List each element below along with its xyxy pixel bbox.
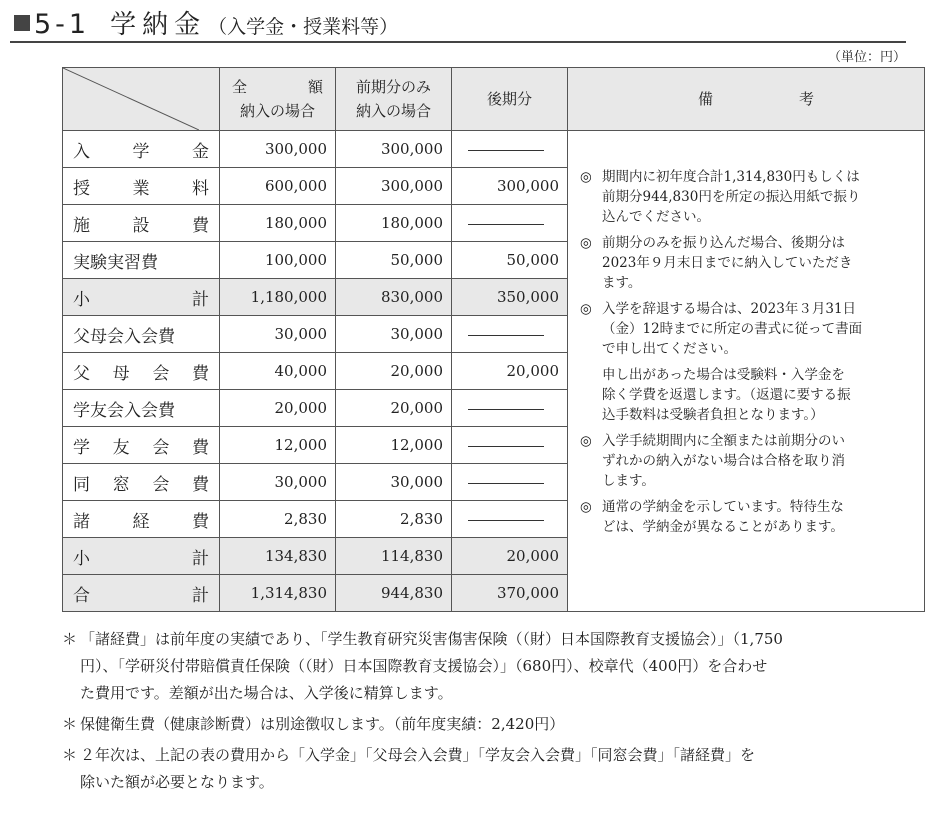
header-notes [568,68,925,131]
double-circle-icon: ◎ [580,235,592,251]
cell-second [452,131,568,168]
row-label [63,168,220,205]
note-n1 [580,167,912,227]
row-label-part: 学 [132,141,150,162]
footnote-2 [62,711,912,738]
row-label-part: 費 [191,474,209,495]
cell-second [452,205,568,242]
note-line: ます。 [602,275,642,291]
row-label-part: 費 [192,215,209,236]
header-row [63,68,925,131]
note-line: 入学を辞退する場合は、2023年３月31日 [602,301,857,317]
section-subtitle: （入学金・授業料等） [208,16,399,38]
double-circle-icon: ◎ [580,169,592,185]
note-line: 2023年９月末日までに納入していただき [602,255,853,271]
corner-cell [63,68,220,131]
note-line: 除く学費を返還します。（返還に要する振 [602,387,851,403]
header-full-3: 納入の場合 [239,102,315,120]
diagonal-line [63,68,199,130]
row-label-part: 費 [191,437,209,458]
cell-first: 114,830 [336,538,452,575]
section-main-title: 学納金 [110,10,207,40]
double-circle-icon: ◎ [580,433,592,449]
double-circle-icon: ◎ [580,499,592,515]
cell-full: 20,000 [220,390,336,427]
row-label-part: 経 [132,511,150,532]
row-label [63,464,220,501]
row-label-part: 業 [132,178,150,199]
row-label [63,353,220,390]
row-label-part: 会 [152,437,170,458]
cell-full: 134,830 [220,538,336,575]
row-label [63,205,220,242]
cell-first: 30,000 [336,464,452,501]
row-label-part: 計 [192,585,209,606]
cell-full: 30,000 [220,316,336,353]
double-circle-icon: ◎ [580,301,592,317]
header-full-1: 全 [232,78,248,96]
row-label [63,575,220,612]
footnote-3 [62,742,912,796]
cell-second [452,501,568,538]
footnote-2-text: 保健衛生費（健康診断費）は別途徴収します。（前年度実績：2,420円） [80,715,565,733]
cell-first: 2,830 [336,501,452,538]
row-label-part: 設 [132,215,150,236]
section-title [14,4,398,40]
row-label-part: 料 [192,178,209,199]
note-line: 期間内に初年度合計1,314,830円もしくは [602,169,860,185]
row-label-part: 小 [73,548,90,569]
header-notes-1: 備 [698,90,714,108]
row-label-part: 父 [73,363,90,384]
note-line: 前期分のみを振り込んだ場合、後期分は [602,235,845,251]
note-line: します。 [602,473,655,489]
row-label-part: 会 [152,474,170,495]
cell-first: 50,000 [336,242,452,279]
row-label-part: 小 [73,289,90,310]
row-label-part: 友 [112,437,130,458]
cell-second [452,390,568,427]
note-line: 込んでください。 [602,209,710,225]
row-label-part: 計 [192,289,209,310]
row-label-part: 合 [73,585,90,606]
row-label [63,501,220,538]
footnote-3-line-2: 除いた額が必要となります。 [80,773,274,791]
note-line: （金）12時までに所定の書式に従って書面 [602,321,863,337]
cell-first: 300,000 [336,131,452,168]
note-line: 申し出があった場合は受験料・入学金を [602,367,845,383]
cell-full: 1,314,830 [220,575,336,612]
row-label [63,316,220,353]
row-label [63,279,220,316]
header-second: 後期分 [452,68,568,131]
cell-first: 944,830 [336,575,452,612]
cell-second: 20,000 [452,538,568,575]
cell-first: 12,000 [336,427,452,464]
row-label-part: 同 [73,474,90,495]
row-label-part: 入 [73,141,90,162]
row-label-part: 学 [73,437,90,458]
section-number: 5-1 [34,9,91,40]
row-label-part: 実験実習費 [73,252,158,273]
note-n2 [580,233,912,293]
cell-first: 300,000 [336,168,452,205]
note-n3 [580,299,912,359]
row-label-part: 計 [192,548,209,569]
note-line: どは、学納金が異なることがあります。 [602,519,844,535]
cell-second [452,427,568,464]
row-label-part: 窓 [112,474,130,495]
header-full-2: 額 [307,78,323,96]
notes-cell [568,131,925,612]
row-label-part: 施 [73,215,90,236]
row-label-part: 諸 [73,511,90,532]
note-line: 前期分944,830円を所定の振込用紙で振り [602,189,861,205]
header-full [220,68,336,131]
cell-full: 2,830 [220,501,336,538]
cell-full: 180,000 [220,205,336,242]
note-line: ずれかの納入がない場合は合格を取り消 [602,453,845,469]
footnote-1-line-1: 「諸経費」は前年度の実績であり、「学生教育研究災害傷害保険（（財）日本国際教育支援協会）」（1,750 [80,630,783,648]
row-label-part: 会 [152,363,170,384]
row-label-part: 母 [112,363,130,384]
note-line: で申し出てください。 [602,341,737,357]
fee-table [62,67,925,612]
footnotes [62,626,912,796]
cell-first: 830,000 [336,279,452,316]
dash-line [468,446,544,447]
row-label [63,427,220,464]
cell-full: 600,000 [220,168,336,205]
note-n5 [580,497,912,537]
cell-full: 30,000 [220,464,336,501]
asterisk-icon: ＊ [62,715,78,733]
cell-second [452,316,568,353]
table-row [63,131,925,168]
square-bullet-icon [14,15,30,31]
dash-line [468,335,544,336]
row-label-part: 金 [192,141,209,162]
header-first-2: 納入の場合 [355,102,431,120]
unit-label: （単位：円） [827,50,906,65]
footnote-3-line-1: ２年次は、上記の表の費用から「入学金」「父母会入会費」「学友会入会費」「同窓会費」「諸経費」を [80,746,756,764]
title-rule [10,41,906,43]
cell-full: 40,000 [220,353,336,390]
cell-second: 370,000 [452,575,568,612]
cell-first: 20,000 [336,353,452,390]
dash-line [468,224,544,225]
note-line: 通常の学納金を示しています。特待生な [602,499,844,515]
row-label [63,242,220,279]
cell-second: 300,000 [452,168,568,205]
note-n3b [580,365,912,425]
cell-first: 20,000 [336,390,452,427]
row-label [63,390,220,427]
cell-full: 1,180,000 [220,279,336,316]
cell-second: 50,000 [452,242,568,279]
row-label-part: 費 [191,363,209,384]
footnote-1-line-3: た費用です。差額が出た場合は、入学後に精算します。 [80,684,453,702]
row-label [63,131,220,168]
footnote-1 [62,626,912,707]
dash-line [468,520,544,521]
row-label [63,538,220,575]
footnote-1-line-2: 円）、「学研災付帯賠償責任保険（（財）日本国際教育支援協会）」（680円）、校章代（400円）を合わせ [80,657,768,675]
dash-line [468,409,544,410]
cell-first: 180,000 [336,205,452,242]
dash-line [468,150,544,151]
cell-second: 350,000 [452,279,568,316]
cell-second [452,464,568,501]
header-first-1: 前期分のみ [355,78,431,96]
row-label-part: 父母会入会費 [73,326,175,347]
dash-line [468,483,544,484]
cell-second: 20,000 [452,353,568,390]
asterisk-icon: ＊ [62,746,78,764]
note-line: 込手数料は受験者負担となります。） [602,407,824,423]
note-line: 入学手続期間内に全額または前期分のい [602,433,845,449]
header-notes-2: 考 [798,90,814,108]
cell-full: 100,000 [220,242,336,279]
note-n4 [580,431,912,491]
cell-full: 12,000 [220,427,336,464]
asterisk-icon: ＊ [62,630,78,648]
header-first [336,68,452,131]
cell-full: 300,000 [220,131,336,168]
row-label-part: 学友会入会費 [73,400,175,421]
row-label-part: 授 [73,178,90,199]
cell-first: 30,000 [336,316,452,353]
row-label-part: 費 [192,511,209,532]
